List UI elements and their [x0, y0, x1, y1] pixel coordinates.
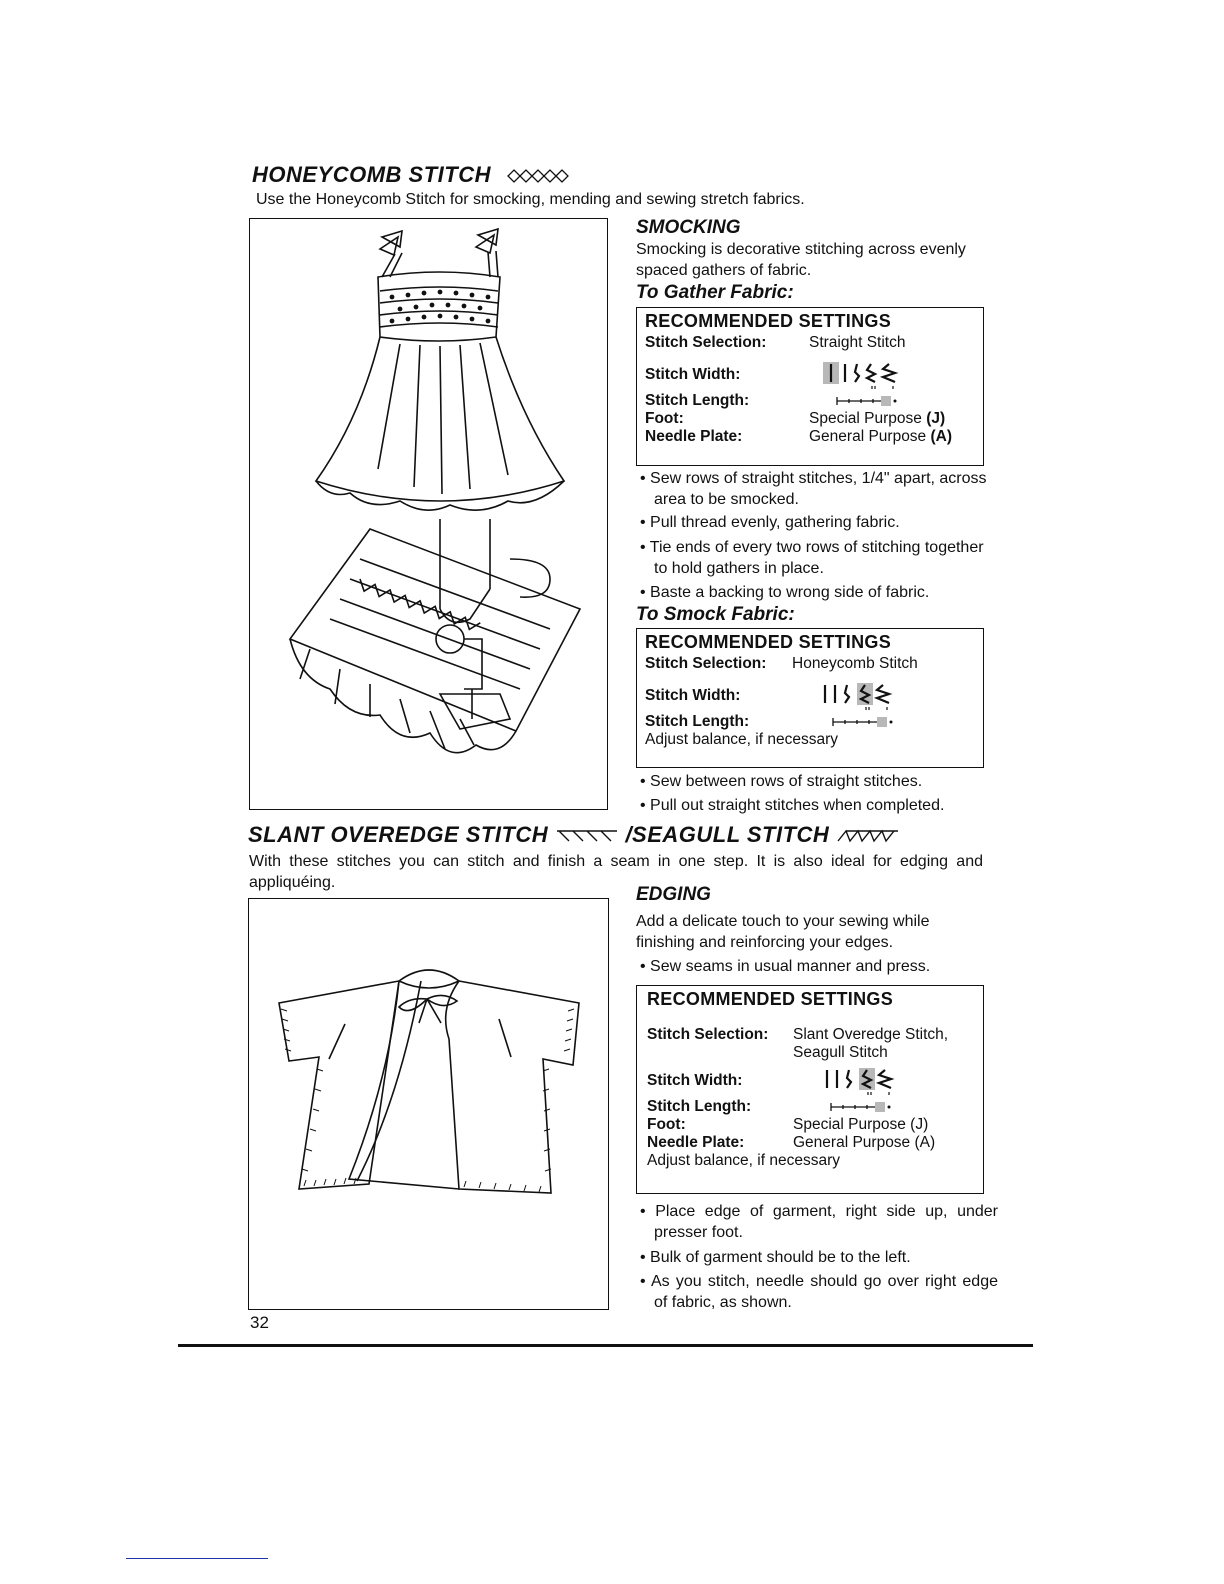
edging-stitch-width-label: Stitch Width:	[647, 1072, 743, 1089]
edging-settings-title: RECOMMENDED SETTINGS	[647, 989, 894, 1009]
honeycomb-stitch-icon	[506, 167, 570, 185]
smock-stitch-selection-label: Stitch Selection:	[645, 655, 767, 672]
smock-step-2: • Pull out straight stitches when completed.	[640, 797, 945, 814]
gather-settings-box	[636, 307, 984, 466]
sewing-machine-smocking-illustration	[250, 519, 606, 779]
stitch-length-selector-icon	[835, 395, 899, 407]
edging-stitch-selection-label: Stitch Selection:	[647, 1026, 769, 1043]
smock-step-1: • Sew between rows of straight stitches.	[640, 773, 923, 790]
edging-title: EDGING	[636, 884, 711, 905]
gather-needle-plate-letter: (A)	[930, 428, 953, 445]
gather-needle-plate-value: General Purpose	[809, 428, 927, 445]
edging-step-2: • Bulk of garment should be to the left.	[640, 1249, 911, 1266]
gather-foot-label: Foot:	[645, 410, 684, 427]
gather-title: To Gather Fabric:	[636, 282, 794, 303]
edging-foot-value: Special Purpose (J)	[793, 1116, 929, 1133]
footer-rule	[178, 1344, 1033, 1347]
page-number: 32	[250, 1313, 269, 1332]
smock-settings-note: Adjust balance, if necessary	[645, 731, 838, 748]
edging-settings-box	[636, 985, 984, 1194]
edging-figure-box	[248, 898, 609, 1310]
edging-stitch-length-label: Stitch Length:	[647, 1098, 752, 1115]
edging-needle-plate-label: Needle Plate:	[647, 1134, 745, 1151]
smock-stitch-width-label: Stitch Width:	[645, 687, 741, 704]
gather-step-1: • Sew rows of straight stitches, 1/4" apart, across area to be smocked.	[640, 470, 987, 508]
smock-title: To Smock Fabric:	[636, 604, 795, 625]
gather-stitch-width-label: Stitch Width:	[645, 366, 741, 383]
edging-stitch-selection-value-2: Seagull Stitch	[793, 1044, 888, 1061]
slant-title: SLANT OVEREDGE STITCH /SEAGULL STITCH	[248, 822, 900, 848]
gather-needle-plate-label: Needle Plate:	[645, 428, 743, 445]
gather-stitch-length-label: Stitch Length:	[645, 392, 750, 409]
smocking-desc: Smocking is decorative stitching across evenly spaced gathers of fabric.	[636, 241, 966, 279]
gather-foot-value: Special Purpose	[809, 410, 922, 427]
gather-stitch-selection-value: Straight Stitch	[809, 334, 906, 351]
gather-stitch-selection-label: Stitch Selection:	[645, 334, 767, 351]
smock-stitch-length-label: Stitch Length:	[645, 713, 750, 730]
seagull-icon	[836, 827, 900, 845]
edging-pre-step: • Sew seams in usual manner and press.	[640, 958, 931, 975]
gather-step-4: • Baste a backing to wrong side of fabric.	[640, 584, 930, 601]
footnote-rule	[126, 1558, 268, 1559]
gather-step-2: • Pull thread evenly, gathering fabric.	[640, 514, 900, 531]
smocked-dress-illustration	[250, 219, 606, 519]
edging-foot-label: Foot:	[647, 1116, 686, 1133]
edging-step-3: • As you stitch, needle should go over right edge of fabric, as shown.	[640, 1273, 998, 1311]
edging-step-1: • Place edge of garment, right side up, under presser foot.	[640, 1203, 999, 1241]
gather-step-3: • Tie ends of every two rows of stitching together to hold gathers in place.	[640, 539, 984, 577]
stitch-length-selector-icon	[831, 716, 895, 728]
smocking-figure-box	[249, 218, 608, 810]
edging-settings-note: Adjust balance, if necessary	[647, 1152, 840, 1169]
baby-jacket-illustration	[249, 899, 607, 1309]
smocking-title: SMOCKING	[636, 217, 741, 238]
honeycomb-intro: Use the Honeycomb Stitch for smocking, mending and sewing stretch fabrics.	[256, 191, 805, 208]
gather-foot-letter: (J)	[926, 410, 946, 427]
edging-stitch-selection-value-1: Slant Overedge Stitch,	[793, 1026, 949, 1043]
slant-overedge-icon	[555, 827, 619, 845]
stitch-width-selector-icon	[817, 681, 893, 711]
smock-stitch-selection-value: Honeycomb Stitch	[792, 655, 918, 672]
gather-settings-title: RECOMMENDED SETTINGS	[645, 311, 892, 331]
smock-settings-box	[636, 628, 984, 768]
stitch-width-selector-icon	[823, 360, 899, 390]
smock-settings-title: RECOMMENDED SETTINGS	[645, 632, 892, 652]
stitch-length-selector-icon	[829, 1101, 893, 1113]
edging-needle-plate-value: General Purpose (A)	[793, 1134, 936, 1151]
edging-desc: Add a delicate touch to your sewing while finishing and reinforcing your edges.	[636, 913, 930, 951]
stitch-width-selector-icon	[819, 1066, 895, 1096]
slant-intro: With these stitches you can stitch and finish a seam in one step. It is also ideal for edging and appliquéing.	[249, 853, 983, 891]
honeycomb-title: HONEYCOMB STITCH	[252, 162, 570, 188]
